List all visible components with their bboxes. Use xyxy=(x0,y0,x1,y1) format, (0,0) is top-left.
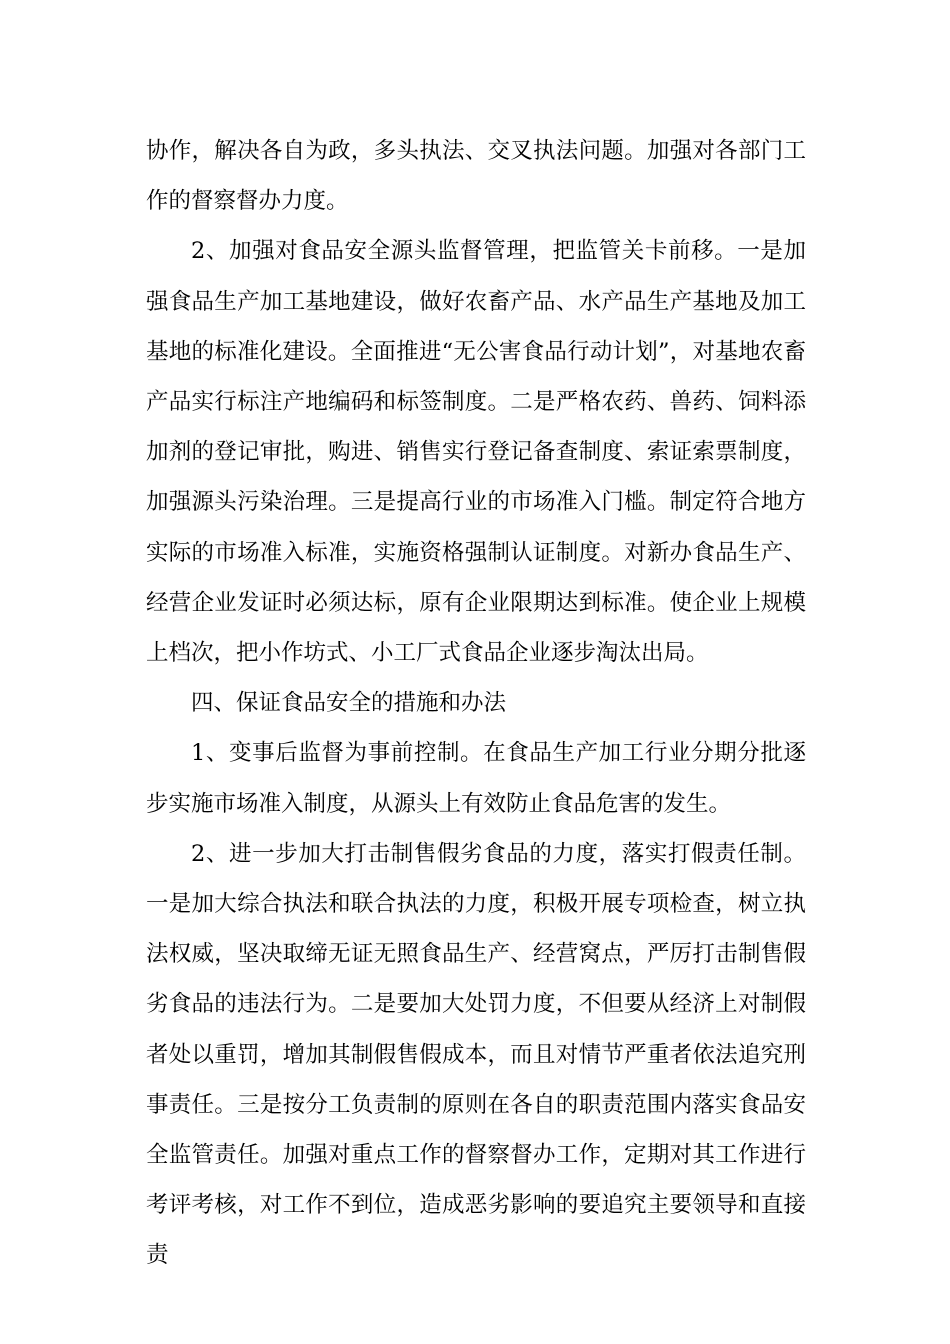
section-heading-measures: 四、保证食品安全的措施和办法 xyxy=(191,690,507,717)
paragraph-source-supervision: 2、加强对食品安全源头监督管理，把监管关卡前移。一是加强食品生产加工基地建设，做好农畜产品、水产品生产基地及加工基地的标准化建设。全面推进“无公害食品行动计划”，对基地农畜产品实行标注产地编码和标签制度。二是严格农药、兽药、饲料添加剂的登记审批，购进、销售实行登记备查制度、索证索票制度，加强源头污染治理。三是提高行业的市场准入门槛。制定符合地方实际的市场准入标准，实施资格强制认证制度。对新办食品生产、经营企业发证时必须达标，原有企业限期达到标准。使企业上规模上档次，把小作坊式、小工厂式食品企业逐步淘汰出局。 xyxy=(146,238,806,667)
paragraph-continuation: 协作，解决各自为政，多头执法、交叉执法问题。加强对各部门工作的督察督办力度。 xyxy=(146,138,806,215)
document-body xyxy=(146,126,806,1281)
paragraph-anti-counterfeit: 2、进一步加大打击制售假劣食品的力度，落实打假责任制。一是加大综合执法和联合执法的力度，积极开展专项检查，树立执法权威，坚决取缔无证无照食品生产、经营窝点，严厉打击制售假劣食品的违法行为。二是要加大处罚力度，不但要从经济上对制假者处以重罚，增加其制假售假成本，而且对情节严重者依法追究刑事责任。三是按分工负责制的原则在各自的职责范围内落实食品安全监管责任。加强对重点工作的督察督办工作，定期对其工作进行考评考核，对工作不到位，造成恶劣影响的要追究主要领导和直接责 xyxy=(146,840,806,1269)
paragraph-prior-control: 1、变事后监督为事前控制。在食品生产加工行业分期分批逐步实施市场准入制度，从源头上有效防止食品危害的发生。 xyxy=(146,740,806,817)
